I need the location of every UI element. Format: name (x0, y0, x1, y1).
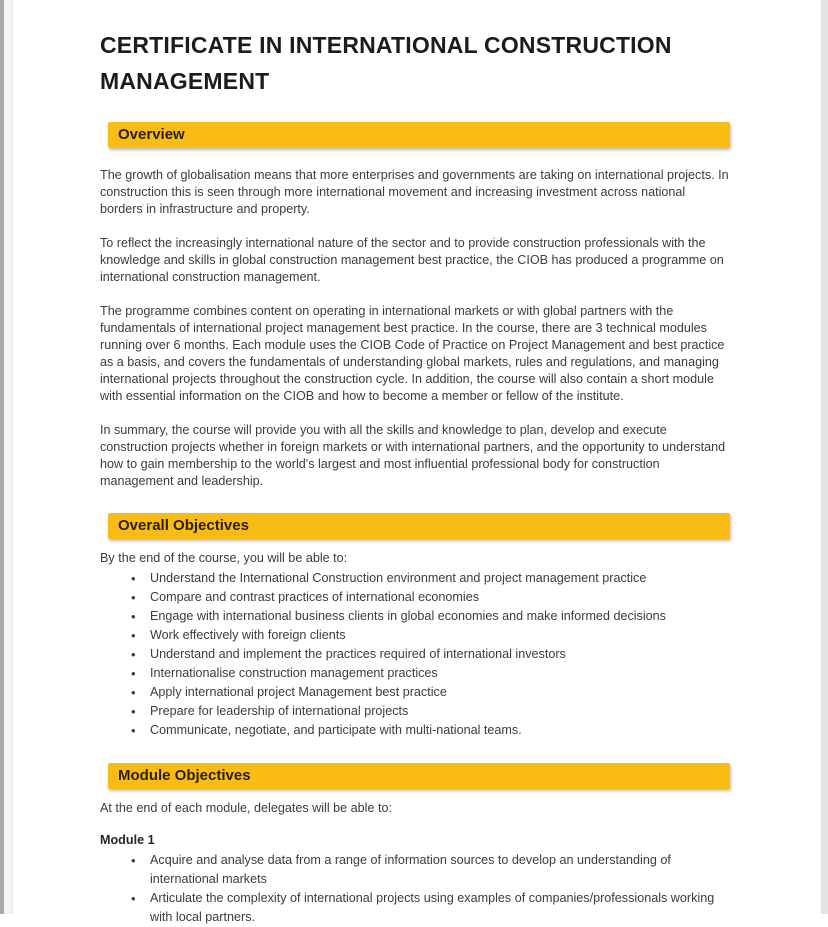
objective-item: • Internationalise construction management practices (100, 664, 730, 683)
objective-item: • Communicate, negotiate, and participate with multi-national teams. (100, 721, 730, 740)
overview-paragraph: To reflect the increasingly international nature of the sector and to provide construction professionals with the knowledge and skills in global construction management best practice, the CIOB has produced a programme on international construction management. (100, 236, 724, 284)
overall-objectives-intro: By the end of the course, you will be able to: (100, 551, 348, 565)
overview-paragraph: The growth of globalisation means that more enterprises and governments are taking on international projects. In construction this is seen through more international movement and increasing investment across national borders in infrastructure and property. (100, 168, 729, 216)
objective-item: • Understand the International Construction environment and project management practice (100, 569, 730, 588)
viewer-right-edge (821, 0, 828, 914)
viewer-left-edge-light (4, 0, 13, 914)
objective-item: • Engage with international business clients in global economies and make informed decisions (100, 607, 730, 626)
section-banner-module-objectives: Module Objectives (108, 763, 730, 789)
section-banner-overall-objectives: Overall Objectives (108, 513, 730, 539)
overall-objectives-list (100, 569, 730, 740)
objective-item: • Apply international project Management best practice (100, 683, 730, 702)
objective-item: • Prepare for leadership of international projects (100, 702, 730, 721)
section-banner-overview: Overview (108, 122, 730, 148)
overview-paragraph: The programme combines content on operating in international markets or with global partners with the fundamentals of international project management best practice. In the course, there are 3 technical modules running over 6 months. Each module uses the CIOB Code of Practice on Project Management and best practice as a basis, and covers the fundamentals of understanding global markets, rules and regulations, and managing international projects throughout the construction cycle. In addition, the course will also contain a short module with essential information on the CIOB and how to become a member or fellow of the institute. (100, 304, 725, 403)
module-objectives-intro: At the end of each module, delegates will be able to: (100, 801, 392, 815)
module-1-label: Module 1 (100, 833, 155, 847)
objective-item: • Understand and implement the practices required of international investors (100, 645, 730, 664)
module-objective-item: • Articulate the complexity of international projects using examples of companies/professionals working with local partners. (100, 889, 730, 927)
objective-item: • Work effectively with foreign clients (100, 626, 730, 645)
module-1-objectives-list (100, 851, 730, 927)
objective-item: • Compare and contrast practices of international economies (100, 588, 730, 607)
overview-paragraph: In summary, the course will provide you with all the skills and knowledge to plan, develop and execute construction projects whether in foreign markets or with international partners, and the opportunity to understand how to gain membership to the world's largest and most influential professional body for construction management and leadership. (100, 423, 726, 488)
module-objective-item: • Acquire and analyse data from a range of information sources to develop an understanding of international markets (100, 851, 730, 889)
document-title: CERTIFICATE IN INTERNATIONAL CONSTRUCTION MANAGEMENT (100, 32, 672, 94)
document-content (100, 0, 730, 927)
